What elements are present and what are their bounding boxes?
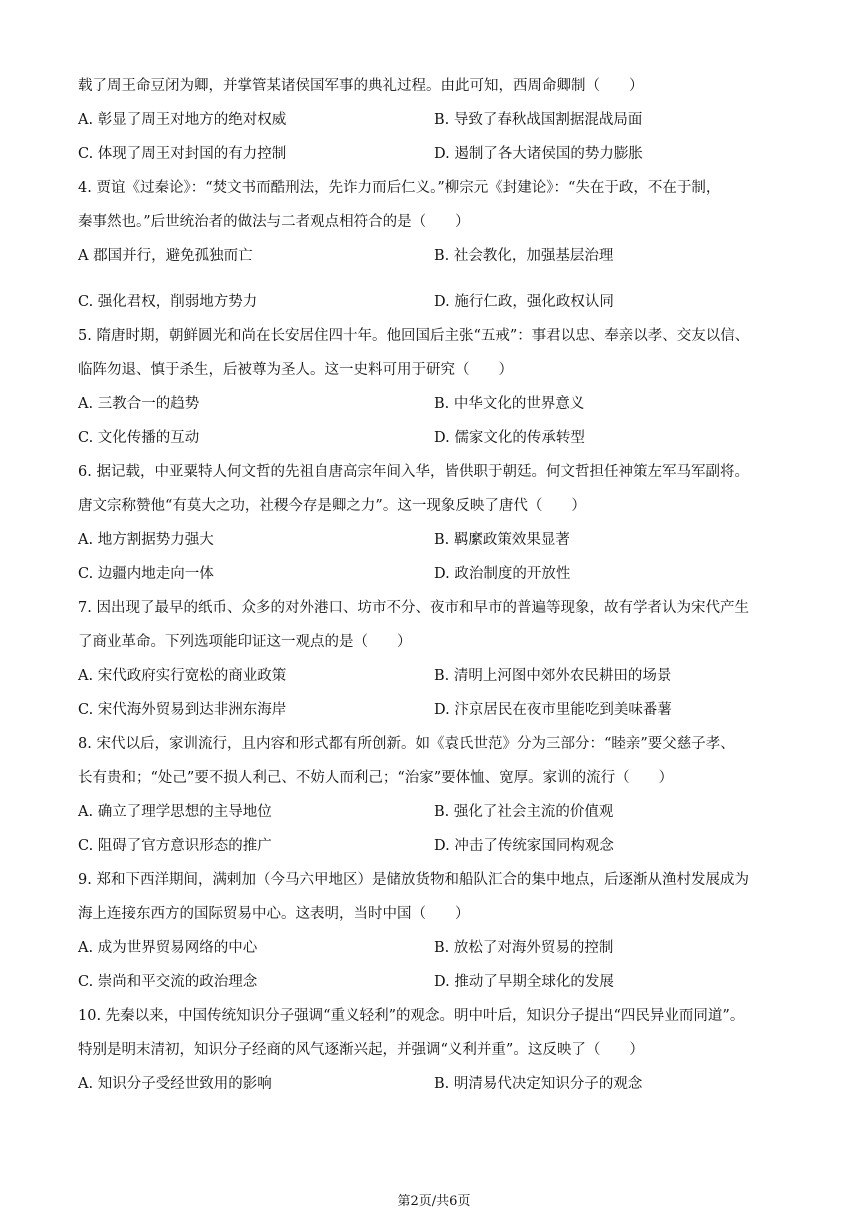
q6-option-b: B. 羁縻政策效果显著	[434, 532, 570, 548]
q10-option-b: B. 明清易代决定知识分子的观念	[434, 1076, 643, 1092]
q8-option-a: A. 确立了理学思想的主导地位	[78, 804, 272, 820]
question-10-stem: 10. 先秦以来，中国传统知识分子强调“重义轻利”的观念。明中叶后，知识分子提出“四民异业而同道”。	[78, 1008, 745, 1024]
q10-option-a: A. 知识分子受经世致用的影响	[78, 1076, 272, 1092]
question-8-stem-2: 长有贵和；“处己”要不损人利己、不妨人而利己；“治家”要体恤、宽厚。家训的流行（ ）	[78, 770, 674, 786]
q6-option-a: A. 地方割据势力强大	[78, 532, 214, 548]
q3-option-b: B. 导致了春秋战国割据混战局面	[434, 112, 643, 128]
q9-option-c: C. 崇尚和平交流的政治理念	[78, 974, 258, 990]
question-7-stem-2: 了商业革命。下列选项能印证这一观点的是（ ）	[78, 634, 412, 650]
q6-option-c: C. 边疆内地走向一体	[78, 566, 214, 582]
q8-option-d: D. 冲击了传统家国同构观念	[434, 838, 614, 854]
question-9-stem-2: 海上连接东西方的国际贸易中心。这表明，当时中国（ ）	[78, 906, 470, 922]
q7-option-c: C. 宋代海外贸易到达非洲东海岸	[78, 702, 287, 718]
question-9-stem: 9. 郑和下西洋期间，满剌加（今马六甲地区）是储放货物和船队汇合的集中地点，后逐渐从渔村发展成为	[78, 872, 749, 888]
q3-option-d: D. 遏制了各大诸侯国的势力膨胀	[434, 146, 643, 162]
q3-option-a: A. 彰显了周王对地方的绝对权威	[78, 112, 287, 128]
q8-option-c: C. 阻碍了官方意识形态的推广	[78, 838, 272, 854]
page-number: 第2页/共6页	[397, 1194, 471, 1209]
q5-option-b: B. 中华文化的世界意义	[434, 396, 585, 412]
q8-option-b: B. 强化了社会主流的价值观	[434, 804, 614, 820]
q4-option-d: D. 施行仁政，强化政权认同	[434, 294, 614, 310]
q7-option-b: B. 清明上河图中郊外农民耕田的场景	[434, 668, 672, 684]
question-5-stem-2: 临阵勿退、慎于杀生，后被尊为圣人。这一史料可用于研究（ ）	[78, 362, 513, 378]
q9-option-a: A. 成为世界贸易网络的中心	[78, 940, 258, 956]
q7-option-d: D. 汴京居民在夜市里能吃到美味番薯	[434, 702, 672, 718]
q4-option-b: B. 社会教化，加强基层治理	[434, 248, 614, 264]
question-6-stem-2: 唐文宗称赞他“有莫大之功，社稷今存是卿之力”。这一现象反映了唐代（ ）	[78, 498, 586, 514]
question-6-stem: 6. 据记载，中亚粟特人何文哲的先祖自唐高宗年间入华，皆供职于朝廷。何文哲担任神策左军马军副将。	[78, 464, 749, 480]
q5-option-a: A. 三教合一的趋势	[78, 396, 200, 412]
question-10-stem-2: 特别是明末清初，知识分子经商的风气逐渐兴起，并强调“义利并重”。这反映了（ ）	[78, 1042, 644, 1058]
question-4-stem-2: 秦事然也。”后世统治者的做法与二者观点相符合的是（ ）	[78, 214, 470, 230]
q7-option-a: A. 宋代政府实行宽松的商业政策	[78, 668, 287, 684]
q9-option-d: D. 推动了早期全球化的发展	[434, 974, 614, 990]
q4-option-a: A 郡国并行，避免孤独而亡	[78, 248, 253, 264]
question-8-stem: 8. 宋代以后，家训流行，且内容和形式都有所创新。如《袁氏世范》分为三部分：“睦亲”要父慈子孝、	[78, 736, 735, 752]
q6-option-d: D. 政治制度的开放性	[434, 566, 571, 582]
q3-option-c: C. 体现了周王对封国的有力控制	[78, 146, 287, 162]
q5-option-c: C. 文化传播的互动	[78, 430, 200, 446]
question-3-stem-tail: 载了周王命豆闭为卿，并掌管某诸侯国军事的典礼过程。由此可知，西周命卿制（ ）	[78, 78, 644, 94]
q4-option-c: C. 强化君权，削弱地方势力	[78, 294, 258, 310]
q9-option-b: B. 放松了对海外贸易的控制	[434, 940, 614, 956]
q5-option-d: D. 儒家文化的传承转型	[434, 430, 585, 446]
question-7-stem: 7. 因出现了最早的纸币、众多的对外港口、坊市不分、夜市和早市的普遍等现象，故有学者认为宋代产生	[78, 600, 749, 616]
question-5-stem: 5. 隋唐时期，朝鲜圆光和尚在长安居住四十年。他回国后主张“五戒”：事君以忠、奉亲以孝、交友以信、	[78, 328, 750, 344]
question-4-stem: 4. 贾谊《过秦论》：“焚文书而酷刑法，先诈力而后仁义。”柳宗元《封建论》：“失在于政，不在于制，	[78, 180, 721, 196]
